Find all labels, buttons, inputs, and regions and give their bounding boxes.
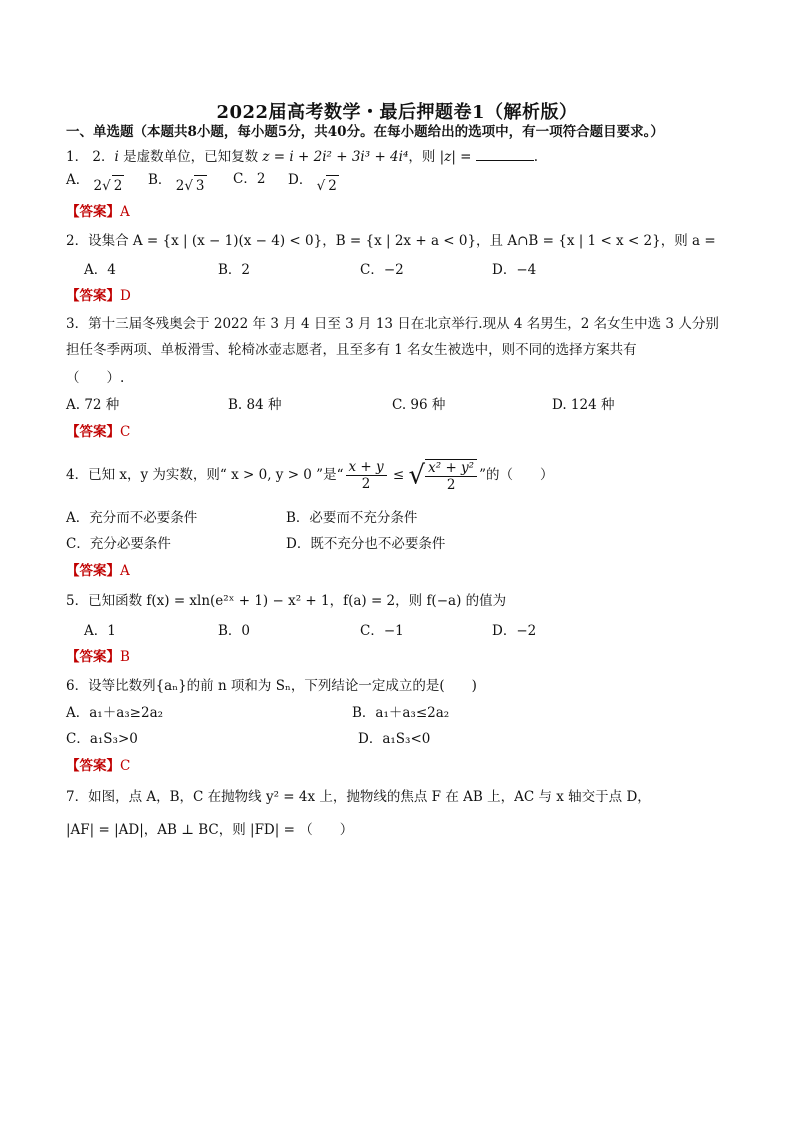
q4-sqrt-denominator: 2: [446, 476, 456, 493]
q4-option-a: A．充分而不必要条件: [66, 510, 198, 526]
answer-value: D: [120, 288, 131, 304]
q1-var-i: i: [114, 149, 119, 165]
q6-text: 6．设等比数列{aₙ}的前 n 项和为 Sₙ，下列结论一定成立的是( ): [66, 678, 477, 694]
q2-option-d: D．−4: [492, 262, 537, 278]
page-title: 2022届高考数学・最后押题卷1（解析版）: [216, 102, 578, 123]
q3-option-a: A. 72 种: [66, 397, 120, 413]
answer-tag: 【答案】: [66, 563, 120, 579]
q2-option-a: A．4: [84, 262, 116, 278]
q4-sqrt-numerator: x² + y²: [425, 460, 477, 477]
q5-option-a: A．1: [84, 623, 116, 639]
q3-line1: 3．第十三届冬残奥会于 2022 年 3 月 4 日至 3 月 13 日在北京举行.现从 4 名男生，2 名女生中选 3 人分别: [66, 316, 719, 332]
q4-option-d: D．既不充分也不必要条件: [286, 536, 446, 552]
section-heading: 一、单选题（本题共8小题，每小题5分，共40分。在每小题给出的选项中，有一项符合题目要求。）: [66, 124, 664, 140]
q1-option-b-value: 2√ 3: [176, 178, 207, 194]
q5-option-c: C．−1: [360, 623, 404, 639]
q2-option-c: C．−2: [360, 262, 404, 278]
q2-answer: [66, 286, 131, 306]
q4-fraction-numerator: x + y: [346, 459, 387, 476]
q1-option-c: C．2: [233, 171, 266, 187]
q6-option-a: A．a₁＋a₃≥2a₂: [66, 705, 164, 721]
q1-option-b-label: B．: [148, 172, 172, 188]
q1-abs: |z| =: [439, 149, 476, 165]
q1-end: .: [533, 149, 539, 165]
answer-value: B: [120, 649, 130, 665]
q1-option-d-radicand: 2: [326, 175, 339, 196]
q6-option-d: D．a₁S₃<0: [358, 731, 431, 747]
q1-option-a-radicand: 2: [112, 175, 125, 196]
q1-option-b: [148, 169, 207, 194]
question-2: [66, 231, 716, 251]
q1-number: 1．: [66, 149, 89, 165]
question-4: 4．已知 x，y 为实数，则“ x > 0, y > 0 ”是“ $\frac{x + y}{2}$ ≤ √ $\frac{\text{x² + y²}}{2}$ ”的（ ）: [66, 459, 554, 493]
q3-option-c: C. 96 种: [392, 397, 446, 413]
q4-option-b: B．必要而不充分条件: [286, 510, 418, 526]
answer-tag: 【答案】: [66, 424, 120, 440]
q5-option-b: B．0: [218, 623, 251, 639]
q1-prefix: 2．: [92, 149, 115, 165]
answer-value: C: [120, 758, 131, 774]
q3-line3: （ ）.: [66, 370, 125, 386]
q4-postfix: ”的（ ）: [479, 467, 554, 483]
q2-text: 设集合 A = {x | (x − 1)(x − 4) < 0}，B = {x | 2x + a < 0}，且 A∩B = {x | 1 < x < 2}，则 a =: [88, 233, 716, 249]
q4-fraction-denominator: 2: [361, 476, 371, 492]
q6-answer: [66, 756, 130, 776]
q4-leq: ≤: [388, 467, 409, 483]
q2-number: 2．: [66, 233, 89, 249]
answer-tag: 【答案】: [66, 758, 120, 774]
answer-value: C: [120, 424, 131, 440]
q1-option-d: [288, 169, 339, 194]
q4-option-c: C．充分必要条件: [66, 536, 171, 552]
q3-option-d: D. 124 种: [552, 397, 615, 413]
q4-fraction: [346, 459, 387, 492]
q1-answer: [66, 202, 130, 222]
q4-prefix: 4．已知 x，y 为实数，则“ x > 0, y > 0 ”是“: [66, 467, 344, 483]
q4-answer: [66, 561, 130, 581]
answer-value: A: [120, 563, 130, 579]
answer-value: A: [120, 204, 130, 220]
q1-option-a-label: A．: [66, 172, 90, 188]
q1-text2: ，则: [408, 149, 440, 165]
q5-answer: [66, 647, 130, 667]
q1-blank: [476, 148, 534, 161]
q1-option-d-value: √ 2: [317, 178, 339, 194]
q1-option-a-value: 2√ 2: [94, 178, 125, 194]
q3-line2: 担任冬季两项、单板滑雪、轮椅冰壶志愿者，且至多有 1 名女生被选中，则不同的选择方案共有: [66, 342, 637, 358]
q7-line1: 7．如图，点 A，B，C 在抛物线 y² = 4x 上，抛物线的焦点 F 在 AB 上，AC 与 x 轴交于点 D，: [66, 789, 651, 805]
q4-sqrt-fraction: [425, 459, 477, 493]
q6-option-c: C．a₁S₃>0: [66, 731, 138, 747]
q1-option-a-coef: 2: [93, 178, 103, 194]
q1-option-a: [66, 169, 124, 194]
answer-tag: 【答案】: [66, 288, 120, 304]
q7-line2: |AF| = |AD|，AB ⊥ BC，则 |FD| = （ ）: [66, 822, 354, 838]
q1-text1: 是虚数单位，已知复数: [118, 149, 263, 165]
q6-option-b: B．a₁＋a₃≤2a₂: [352, 705, 450, 721]
question-1: [66, 147, 538, 167]
q1-formula: z = i + 2i² + 3i³ + 4i⁴: [262, 149, 409, 165]
q1-option-b-coef: 2: [175, 178, 185, 194]
q5-option-d: D．−2: [492, 623, 537, 639]
q5-text: 5．已知函数 f(x) = xln(e²ˣ + 1) − x² + 1，f(a) = 2，则 f(−a) 的值为: [66, 593, 507, 609]
q1-option-b-radicand: 3: [194, 175, 207, 196]
answer-tag: 【答案】: [66, 649, 120, 665]
q3-answer: [66, 422, 130, 442]
q2-option-b: B．2: [218, 262, 251, 278]
q1-option-d-label: D．: [288, 172, 313, 188]
q3-option-b: B. 84 种: [228, 397, 282, 413]
answer-tag: 【答案】: [66, 204, 120, 220]
